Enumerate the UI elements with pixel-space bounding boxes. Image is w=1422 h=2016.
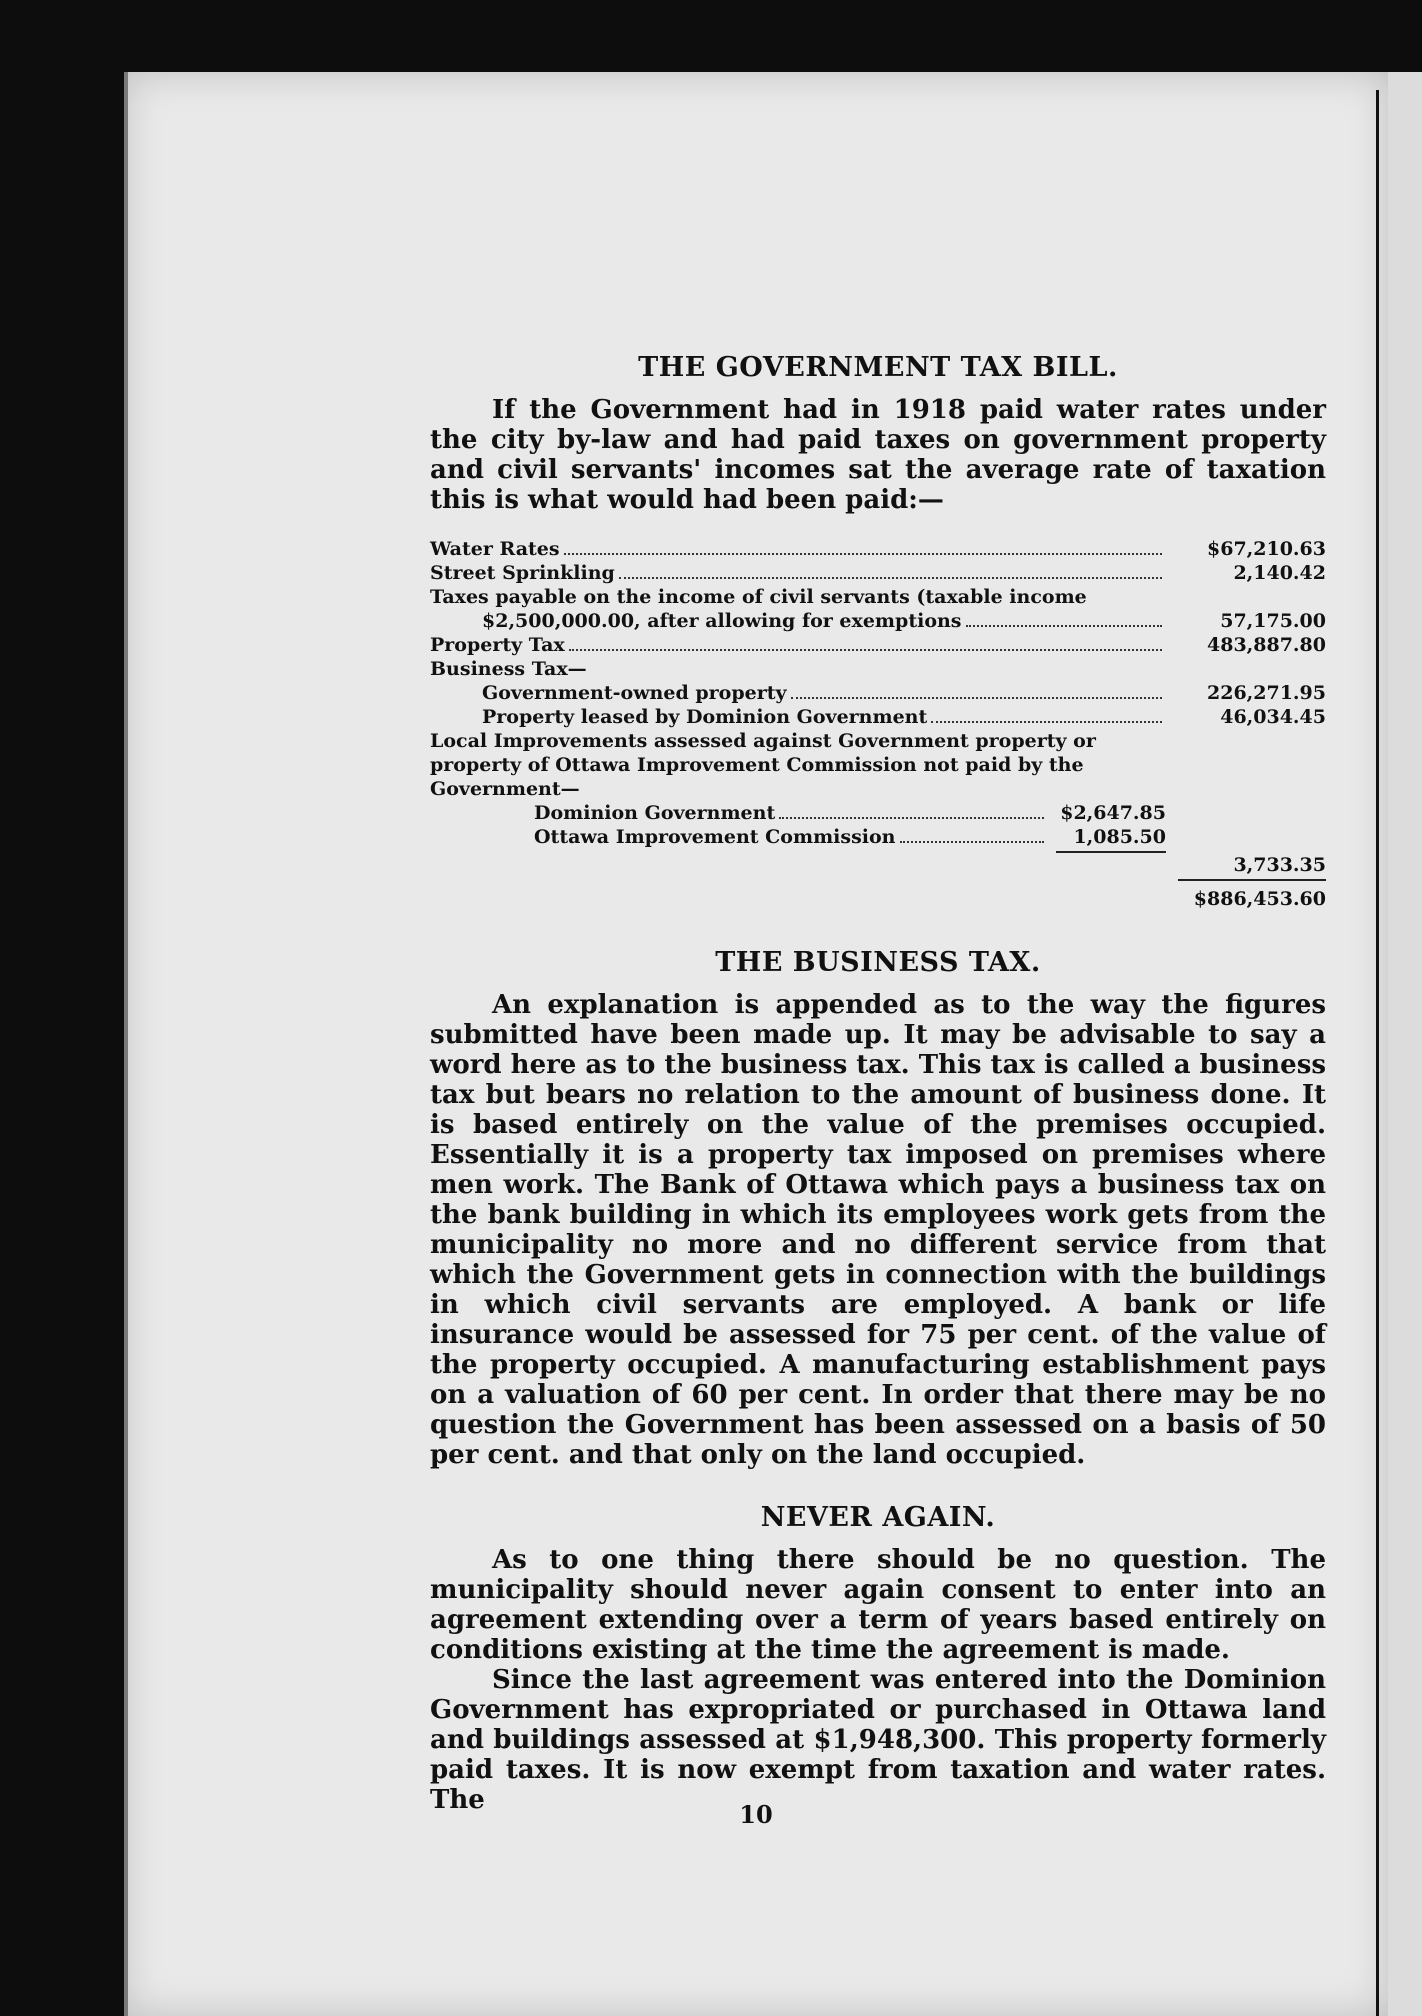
document-page xyxy=(124,72,1388,2016)
intro-paragraph: If the Government had in 1918 paid water rates under the city by-law and had paid taxes on government property and civil servants' incomes sat the average rate of taxation this is what would had been paid:— xyxy=(430,395,1326,515)
binding-line xyxy=(1376,90,1379,2016)
label-ottawa-commission: Ottawa Improvement Commission xyxy=(534,826,896,848)
row-local-improvements xyxy=(430,729,1326,801)
leader-dots xyxy=(564,553,1162,555)
amount-property-tax: 483,887.80 xyxy=(1207,634,1326,656)
amount-dominion-government: $2,647.85 xyxy=(1060,802,1166,824)
label-government-owned: Government-owned property xyxy=(482,682,787,704)
row-water-rates xyxy=(430,537,1326,561)
leader-dots xyxy=(966,625,1163,627)
leader-dots xyxy=(569,649,1162,651)
leader-dots xyxy=(931,721,1162,723)
amount-water-rates: $67,210.63 xyxy=(1207,538,1326,560)
row-property-leased xyxy=(430,705,1326,729)
row-ottawa-commission xyxy=(430,825,1326,849)
label-property-tax: Property Tax xyxy=(430,634,565,656)
amount-street-sprinkling: 2,140.42 xyxy=(1233,562,1326,584)
business-tax-paragraph: An explanation is appended as to the way the figures submitted have been made up. It may be advisable to say a word here as to the business tax. This tax is called a business tax but bears no relation to the amount of business done. It is based entirely on the value of the premises occupied. Essentially it is a property tax imposed on premises where men work. The Bank of Ottawa which pays a business tax on the bank building in which its employees work gets from the municipality no more and no different service from that which the Government gets in connection with the buildings in which civil servants are employed. A bank or life insurance would be assessed for 75 per cent. of the value of the property occupied. A manufacturing establishment pays on a valuation of 60 per cent. In order that there may be no question the Government has been assessed on a basis of 50 per cent. and that only on the land occupied. xyxy=(430,990,1326,1470)
leader-dots xyxy=(619,577,1162,579)
amount-grand-total: $886,453.60 xyxy=(1193,888,1326,910)
row-street-sprinkling xyxy=(430,561,1326,585)
row-civil-servants xyxy=(430,609,1326,633)
label-civil-servants: Taxes payable on the income of civil servants (taxable income xyxy=(430,586,1087,608)
page-content xyxy=(430,352,1326,1815)
leader-dots xyxy=(900,841,1044,843)
amount-property-leased: 46,034.45 xyxy=(1220,706,1326,728)
row-dominion-government xyxy=(430,801,1326,825)
label-water-rates: Water Rates xyxy=(430,538,560,560)
row-property-tax xyxy=(430,633,1326,657)
amount-civil-servants: 57,175.00 xyxy=(1220,610,1326,632)
label-property-leased: Property leased by Dominion Government xyxy=(482,706,928,728)
tax-bill-table xyxy=(430,537,1326,911)
row-business-tax xyxy=(430,657,1326,681)
amount-ottawa-commission: 1,085.50 xyxy=(1073,826,1166,848)
label-business-tax: Business Tax— xyxy=(430,658,587,680)
row-grand-total xyxy=(430,887,1326,911)
page-left-edge xyxy=(124,72,128,2016)
row-government-owned xyxy=(430,681,1326,705)
leader-dots xyxy=(779,817,1044,819)
row-civil-servants-heading xyxy=(430,585,1326,609)
leader-dots xyxy=(791,697,1162,699)
business-tax-section xyxy=(430,947,1326,1470)
label-civil-servants-exemptions: $2,500,000.00, after allowing for exemptions xyxy=(482,610,962,632)
label-street-sprinkling: Street Sprinkling xyxy=(430,562,615,584)
amount-government-owned: 226,271.95 xyxy=(1207,682,1326,704)
never-again-section xyxy=(430,1502,1326,1815)
row-local-subtotal xyxy=(430,853,1326,877)
facing-page-strip xyxy=(1388,72,1422,2016)
heading-government-tax-bill: THE GOVERNMENT TAX BILL. xyxy=(638,352,1118,383)
amount-local-subtotal: 3,733.35 xyxy=(1233,854,1326,876)
never-again-paragraph-1: As to one thing there should be no question. The municipality should never again consent to enter into an agreement extending over a term of years based entirely on conditions existing at the time the agreement is made. xyxy=(430,1545,1326,1665)
page-number: 10 xyxy=(739,1800,773,1829)
heading-never-again: NEVER AGAIN. xyxy=(760,1502,996,1533)
label-dominion-government: Dominion Government xyxy=(534,802,776,824)
never-again-paragraph-2: Since the last agreement was entered into the Dominion Government has expropriated or purchased in Ottawa land and buildings assessed at $1,948,300. This property formerly paid taxes. It is now exempt from taxation and water rates. The xyxy=(430,1665,1326,1815)
heading-business-tax: THE BUSINESS TAX. xyxy=(715,947,1041,978)
label-local-improvements: Local Improvements assessed against Government property or property of Ottawa Improvement Commission not paid by the Government— xyxy=(430,730,1096,800)
